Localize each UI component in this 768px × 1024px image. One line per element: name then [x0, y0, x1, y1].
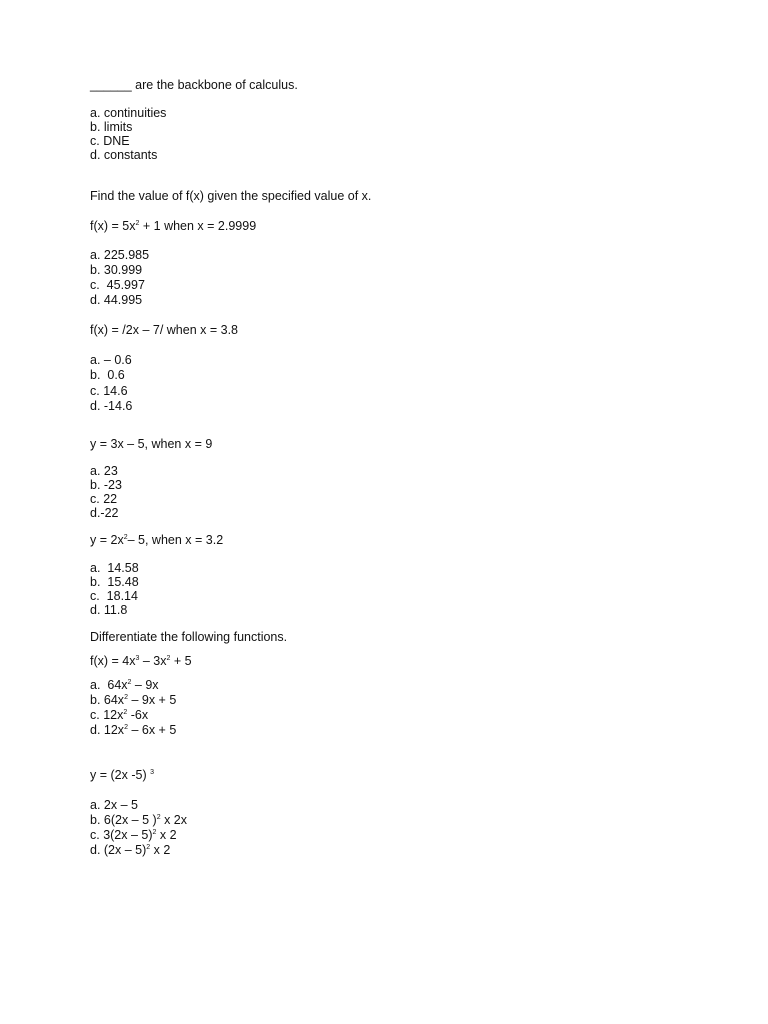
q6-option-d: d. $12x^2 - 6x + 5$: [90, 723, 177, 737]
q5-option-c: c. 18.14: [90, 589, 138, 603]
q1-option-c: c. DNE: [90, 134, 130, 148]
q7-option-c: c. 3(2x – 5)$^2$ x 2: [90, 828, 177, 842]
q5-option-d: d. 11.8: [90, 603, 128, 617]
q7-option-b: b. 6(2x – 5 )$^2$ x 2x: [90, 813, 188, 827]
q2-option-b: b. 30.999: [90, 263, 143, 277]
section-heading-evaluate: Find the value of f(x) given the specified value of x.: [90, 189, 372, 203]
q1-option-a: a. continuities: [90, 106, 167, 120]
question-7-expression: y = (2x -5) $^3$: [90, 768, 154, 782]
question-5-expression: $y = 2x^2-$ 5, when x = 3.2: [90, 533, 224, 547]
q4-option-d: d.-22: [90, 506, 119, 520]
q3-option-b: b. 0.6: [90, 368, 125, 382]
section-heading-differentiate: Differentiate the following functions.: [90, 630, 288, 644]
q6-option-b: b. $64x^2 - 9x + 5$: [90, 693, 177, 707]
q1-option-b: b. limits: [90, 120, 133, 134]
q6-option-a: a. $64x^2 - 9x$: [90, 678, 159, 692]
question-6-expression: $f(x) = 4x^3 - 3x^2 + 5$: [90, 654, 192, 668]
q7-option-d: d. (2x – 5)$^2$ x 2: [90, 843, 171, 857]
question-2-expression: $f(x) = 5x^2 + 1$ when x = 2.9999: [90, 219, 257, 233]
q4-option-a: a. 23: [90, 464, 118, 478]
q3-option-a: a. – 0.6: [90, 353, 132, 367]
q5-option-a: a. 14.58: [90, 561, 139, 575]
q4-option-c: c. 22: [90, 492, 118, 506]
q2-option-a: a. 225.985: [90, 248, 150, 262]
q3-option-d: d. -14.6: [90, 399, 133, 413]
q1-option-d: d. constants: [90, 148, 158, 162]
q4-option-b: b. -23: [90, 478, 122, 492]
q3-option-c: c. 14.6: [90, 384, 128, 398]
question-4-expression: y = 3x – 5, when x = 9: [90, 437, 213, 451]
question-1-prompt: ______ are the backbone of calculus.: [90, 78, 298, 92]
q2-option-c: c. 45.997: [90, 278, 145, 292]
question-3-expression: f(x) = /2x – 7/ when x = 3.8: [90, 323, 238, 337]
q2-option-d: d. 44.995: [90, 293, 143, 307]
q6-option-c: c. $12x^2$ -6x: [90, 708, 149, 722]
q5-option-b: b. 15.48: [90, 575, 139, 589]
q7-option-a: a. 2x – 5: [90, 798, 138, 812]
